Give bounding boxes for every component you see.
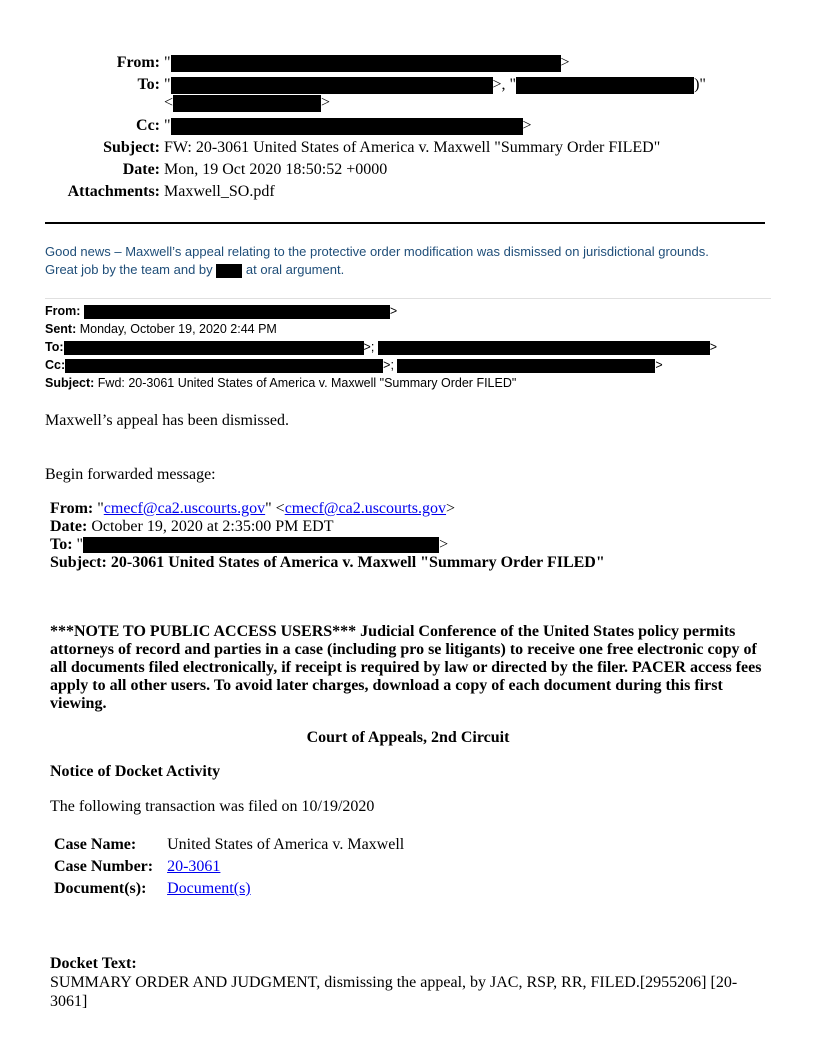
- from-label: From:: [116, 54, 160, 71]
- docket-text-label: Docket Text:: [50, 955, 137, 972]
- documents-label: Document(s):: [54, 880, 147, 897]
- case-number-label: Case Number:: [54, 858, 154, 875]
- case-number-link[interactable]: 20-3061: [167, 858, 221, 875]
- begin-forwarded: Begin forwarded message:: [45, 466, 216, 483]
- inner-subject: Subject: 20-3061 United States of America v. Maxwell "Summary Order FILED": [50, 554, 605, 571]
- fwd-to-row: To: >; >: [45, 340, 718, 354]
- case-name-label: Case Name:: [54, 836, 137, 853]
- docket-activity-heading: Notice of Docket Activity: [50, 763, 221, 780]
- attachment-file[interactable]: Maxwell_SO.pdf: [164, 183, 275, 200]
- redaction: [516, 77, 694, 94]
- to-value-cont: < >: [164, 94, 331, 111]
- inner-from-row: From: "cmecf@ca2.uscourts.gov" <cmecf@ca2.uscourts.gov>: [50, 500, 456, 517]
- inner-date-row: [50, 518, 334, 536]
- redaction: [64, 341, 364, 355]
- inner-date-label: Date:: [50, 518, 88, 535]
- inner-from-label: From:: [50, 500, 94, 517]
- date-value: Mon, 19 Oct 2020 18:50:52 +0000: [164, 161, 388, 178]
- redaction: [173, 95, 321, 112]
- note-text: Great job by the team and by: [45, 262, 213, 277]
- documents-link[interactable]: Document(s): [167, 880, 251, 897]
- fwd-subject-value: Fwd: 20-3061 United States of America v. Maxwell "Summary Order FILED": [97, 376, 517, 390]
- table-row: [52, 880, 408, 902]
- forward-divider: [45, 298, 771, 299]
- table-row: [52, 858, 408, 880]
- fwd-sent-row: [45, 320, 277, 338]
- fwd-from-row: From: >: [45, 304, 398, 318]
- cc-label: Cc:: [136, 117, 160, 134]
- to-label: To:: [137, 76, 160, 93]
- redaction: [378, 341, 710, 355]
- dismissed-text: Maxwell’s appeal has been dismissed.: [45, 412, 289, 429]
- case-info-table: [52, 836, 408, 902]
- transaction-text: The following transaction was filed on 10/19/2020: [50, 798, 375, 815]
- redaction: [216, 264, 242, 278]
- redaction: [171, 77, 493, 94]
- date-label: Date:: [122, 161, 160, 178]
- from-value: " >: [164, 54, 570, 71]
- redaction: [171, 55, 561, 72]
- inner-date-value: October 19, 2020 at 2:35:00 PM EDT: [91, 518, 334, 535]
- fwd-subject-label: Subject:: [45, 376, 95, 390]
- fwd-to-label: To:: [45, 340, 64, 354]
- redaction: [83, 537, 439, 553]
- court-title: Court of Appeals, 2nd Circuit: [306, 729, 510, 746]
- fwd-cc-label: Cc:: [45, 358, 66, 372]
- fwd-sent-label: Sent:: [45, 322, 77, 336]
- attachments-label: Attachments:: [67, 183, 160, 200]
- cc-value: " >: [164, 117, 532, 134]
- case-name-value: United States of America v. Maxwell: [167, 836, 405, 853]
- fwd-subject-row: [45, 374, 516, 392]
- sender-email-link[interactable]: cmecf@ca2.uscourts.gov: [103, 500, 266, 517]
- reply-note: [45, 243, 775, 279]
- note-text: at oral argument.: [245, 262, 345, 277]
- redaction: [65, 359, 383, 373]
- redaction: [84, 305, 390, 319]
- table-row: [52, 836, 408, 858]
- note-line-2: [45, 261, 775, 279]
- fwd-from-label: From:: [45, 304, 81, 318]
- inner-to-label: To:: [50, 536, 73, 553]
- redaction: [171, 118, 523, 135]
- docket-text: SUMMARY ORDER AND JUDGMENT, dismissing the appeal, by JAC, RSP, RR, FILED.[2955206] [20-3061]: [50, 974, 738, 1010]
- header-divider: [45, 222, 765, 224]
- inner-to-row: To: " >: [50, 536, 449, 553]
- subject-label: Subject:: [103, 139, 160, 156]
- subject-value: FW: 20-3061 United States of America v. Maxwell "Summary Order FILED": [164, 139, 661, 156]
- sender-email-link-2[interactable]: cmecf@ca2.uscourts.gov: [284, 500, 447, 517]
- redaction: [397, 359, 655, 373]
- fwd-cc-row: Cc: >; >: [45, 358, 663, 372]
- note-line-1: Good news – Maxwell’s appeal relating to the protective order modification was dismissed on jurisdictional grounds.: [45, 244, 709, 259]
- public-access-notice: ***NOTE TO PUBLIC ACCESS USERS*** Judicial Conference of the United States policy permits attorneys of record and parties in a case (including pro se litigants) to receive one free electronic copy of all documents filed electronically, if receipt is required by law or directed by the filer. PACER access fees apply to all other users. To avoid later charges, download a copy of each document during this first viewing.: [50, 623, 762, 712]
- to-value: " >, " )": [164, 76, 706, 93]
- fwd-sent-value: Monday, October 19, 2020 2:44 PM: [79, 322, 277, 336]
